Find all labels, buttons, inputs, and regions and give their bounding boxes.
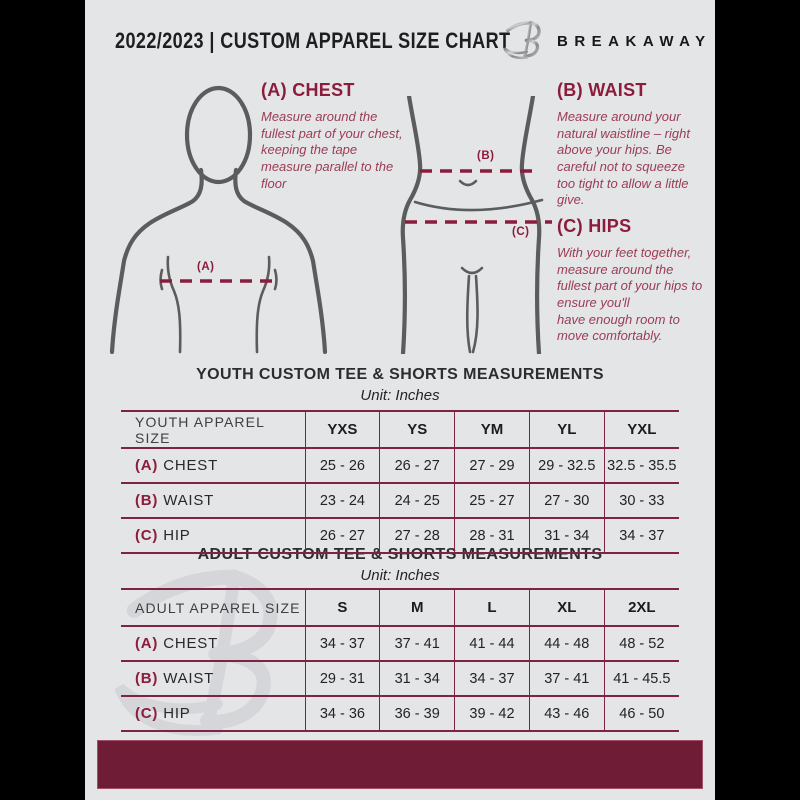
cell-value: 26 - 27: [305, 518, 380, 553]
cell-value: 34 - 37: [455, 661, 530, 696]
waist-heading: (B) WAIST: [557, 80, 647, 100]
figure-label-c: (C): [512, 226, 530, 238]
cell-value: 48 - 52: [604, 626, 679, 661]
cell-value: 27 - 29: [455, 448, 530, 483]
cell-value: 26 - 27: [380, 448, 455, 483]
size-column-header: M: [380, 589, 455, 626]
cell-value: 34 - 37: [604, 518, 679, 553]
page-title: 2022/2023 | CUSTOM APPAREL SIZE CHART: [115, 28, 511, 53]
adult-table-header-label: ADULT APPAREL SIZE: [135, 599, 301, 616]
row-prefix: (C): [135, 705, 159, 722]
table-row: [121, 483, 679, 518]
cell-value: 41 - 44: [455, 626, 530, 661]
cell-value: 27 - 30: [529, 483, 604, 518]
size-column-header: XL: [529, 589, 604, 626]
table-row: [121, 448, 679, 483]
hips-instructions: [557, 216, 709, 345]
adult-section-unit: Unit: Inches: [360, 567, 440, 584]
breakaway-b-icon: [501, 16, 547, 62]
cell-value: 23 - 24: [305, 483, 380, 518]
cell-value: 31 - 34: [380, 661, 455, 696]
row-label: WAIST: [163, 670, 215, 687]
row-label: WAIST: [163, 492, 215, 509]
brand-name: BREAKAWAY: [557, 33, 712, 50]
row-label: CHEST: [163, 635, 219, 652]
youth-section-unit: Unit: Inches: [360, 387, 440, 404]
chest-body: Measure around the fullest part of your chest, keeping the tape measure parallel to the floor: [261, 109, 403, 191]
size-column-header: 2XL: [604, 589, 679, 626]
cell-value: 34 - 36: [305, 696, 380, 731]
adult-size-table: [121, 588, 679, 732]
row-prefix: (B): [135, 670, 159, 687]
row-prefix: (A): [135, 457, 159, 474]
cell-value: 24 - 25: [380, 483, 455, 518]
size-chart-page: [85, 0, 715, 800]
size-column-header: YS: [380, 411, 455, 448]
figure-label-b: (B): [477, 150, 495, 162]
hips-body-line2: have enough room to move comfortably.: [557, 311, 680, 344]
chest-heading: (A) CHEST: [261, 80, 355, 100]
chest-instructions: [261, 80, 403, 192]
youth-size-table: [121, 410, 679, 554]
youth-section-title: YOUTH CUSTOM TEE & SHORTS MEASUREMENTS: [196, 366, 604, 383]
cell-value: 29 - 32.5: [529, 448, 604, 483]
row-prefix: (C): [135, 527, 159, 544]
adult-section-title: ADULT CUSTOM TEE & SHORTS MEASUREMENTS: [197, 546, 603, 563]
waist-body: Measure around your natural waistline – right above your hips. Be careful not to squeeze too tight to allow a little give.: [557, 109, 690, 208]
row-label: CHEST: [163, 457, 219, 474]
table-row: [121, 518, 679, 553]
hips-body: With your feet together, measure around the fullest part of your hips to ensure you'll: [557, 245, 703, 310]
size-column-header: S: [305, 589, 380, 626]
figure-label-a: (A): [197, 261, 215, 273]
size-column-header: L: [455, 589, 530, 626]
hips-heading: (C) HIPS: [557, 216, 632, 236]
cell-value: 39 - 42: [455, 696, 530, 731]
cell-value: 31 - 34: [529, 518, 604, 553]
table-row: [121, 661, 679, 696]
row-prefix: (B): [135, 492, 159, 509]
cell-value: 25 - 27: [455, 483, 530, 518]
table-row: [121, 696, 679, 731]
cell-value: 43 - 46: [529, 696, 604, 731]
cell-value: 25 - 26: [305, 448, 380, 483]
table-row: [121, 626, 679, 661]
row-prefix: (A): [135, 635, 159, 652]
size-column-header: YM: [455, 411, 530, 448]
table-header-row: [121, 411, 679, 448]
cell-value: 44 - 48: [529, 626, 604, 661]
cell-value: 32.5 - 35.5: [604, 448, 679, 483]
cell-value: 30 - 33: [604, 483, 679, 518]
size-column-header: YL: [529, 411, 604, 448]
row-label: HIP: [163, 527, 191, 544]
cell-value: 28 - 31: [455, 518, 530, 553]
waist-hips-figure-icon: [393, 96, 558, 354]
cell-value: 29 - 31: [305, 661, 380, 696]
cell-value: 46 - 50: [604, 696, 679, 731]
cell-value: 34 - 37: [305, 626, 380, 661]
row-label: HIP: [163, 705, 191, 722]
youth-table-header-label: YOUTH APPAREL SIZE: [135, 413, 265, 446]
footer-accent-bar: [97, 740, 703, 789]
waist-instructions: [557, 80, 699, 209]
cell-value: 27 - 28: [380, 518, 455, 553]
cell-value: 41 - 45.5: [604, 661, 679, 696]
size-column-header: YXL: [604, 411, 679, 448]
size-column-header: YXS: [305, 411, 380, 448]
cell-value: 37 - 41: [529, 661, 604, 696]
cell-value: 36 - 39: [380, 696, 455, 731]
cell-value: 37 - 41: [380, 626, 455, 661]
table-header-row: [121, 589, 679, 626]
